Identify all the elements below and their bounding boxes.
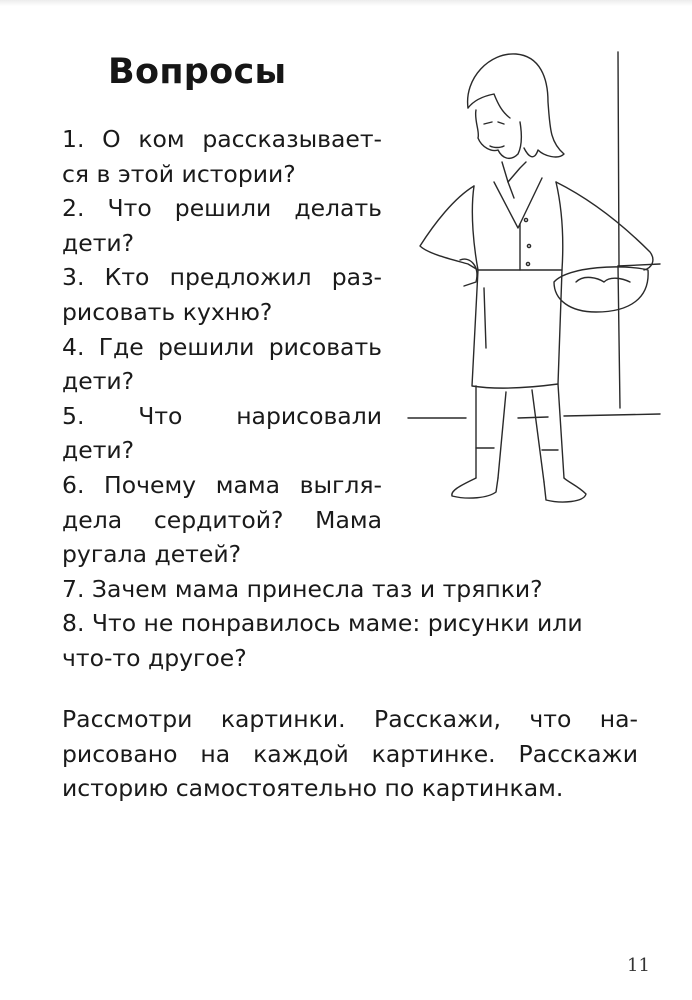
question-line: 5. Что нарисовали <box>62 401 382 430</box>
page-top-band <box>0 0 692 6</box>
question-line: 6. Почему мама выгля- <box>62 470 382 499</box>
mother-illustration <box>398 38 666 508</box>
question-line: что-то другое? <box>62 643 247 672</box>
question-line: ругала детей? <box>62 540 242 569</box>
question-line: дети? <box>62 436 135 465</box>
instruction-line: рисовано на каждой картинке. Расскажи <box>62 739 638 768</box>
question-4 <box>62 330 382 399</box>
question-line: дела сердитой? Мама <box>62 505 382 534</box>
question-6 <box>62 468 382 572</box>
question-line: 8. Что не понравилось маме: рисунки или <box>62 609 583 638</box>
question-line: 1. О ком рассказывает- <box>62 125 382 153</box>
question-1 <box>62 122 382 191</box>
question-8 <box>62 606 640 675</box>
question-line: 4. Где решили рисовать <box>62 332 382 361</box>
question-7 <box>62 572 640 607</box>
instruction-line: историю самостоятельно по картинкам. <box>62 774 564 803</box>
question-line: рисовать кухню? <box>62 297 273 326</box>
page-number: 11 <box>627 955 650 976</box>
question-3 <box>62 260 382 329</box>
page-title: Вопросы <box>108 52 287 92</box>
question-line: ся в этой истории? <box>62 159 296 188</box>
question-line: дети? <box>62 228 135 257</box>
question-line: 3. Кто предложил раз- <box>62 263 382 292</box>
question-line: 7. Зачем мама принесла таз и тряпки? <box>62 574 543 603</box>
question-5 <box>62 399 382 468</box>
question-line: дети? <box>62 367 135 396</box>
instruction-paragraph <box>62 702 638 806</box>
question-line: 2. Что решили делать <box>62 194 382 223</box>
instruction-line: Рассмотри картинки. Расскажи, что на- <box>62 705 638 733</box>
question-2 <box>62 191 382 260</box>
